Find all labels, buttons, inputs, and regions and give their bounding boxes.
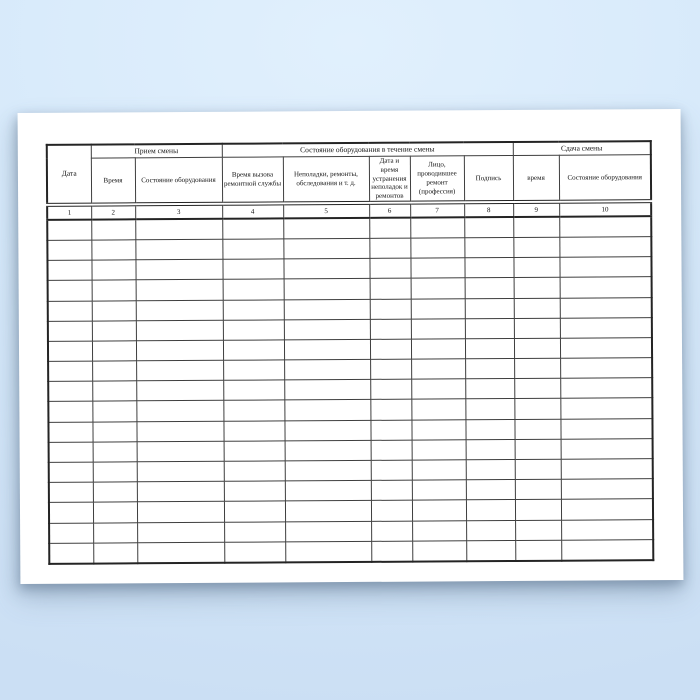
empty-cell	[92, 401, 136, 421]
empty-cell	[514, 298, 560, 318]
empty-cell	[411, 399, 465, 420]
empty-cell	[49, 442, 93, 462]
empty-cell	[560, 317, 652, 338]
empty-cell	[560, 277, 652, 298]
empty-cell	[284, 380, 370, 401]
column-number: 7	[410, 202, 464, 217]
empty-cell	[284, 339, 370, 360]
empty-cell	[371, 480, 412, 500]
empty-cell	[514, 318, 560, 338]
empty-cell	[137, 522, 224, 543]
empty-cell	[47, 240, 91, 260]
empty-cell	[285, 521, 371, 542]
empty-cell	[224, 542, 285, 563]
empty-cell	[466, 480, 515, 500]
empty-cell	[92, 320, 136, 340]
empty-cell	[371, 521, 412, 541]
empty-cell	[284, 319, 370, 340]
empty-cell	[515, 500, 561, 520]
empty-cell	[285, 481, 371, 502]
document-page	[18, 109, 684, 584]
empty-cell	[284, 279, 370, 300]
empty-cell	[465, 359, 514, 379]
empty-cell	[370, 319, 411, 339]
empty-cell	[93, 522, 137, 542]
column-header-equipment-state-end: Состояние оборудования	[559, 155, 651, 202]
empty-cell	[224, 481, 285, 502]
empty-cell	[514, 399, 560, 419]
empty-cell	[48, 422, 92, 442]
empty-cell	[92, 381, 136, 401]
empty-cell	[513, 216, 559, 237]
empty-cell	[223, 380, 284, 401]
column-number: 2	[91, 204, 135, 219]
empty-cell	[47, 260, 91, 280]
empty-cell	[48, 341, 92, 361]
empty-cell	[136, 421, 223, 442]
empty-cell	[135, 219, 222, 240]
column-header-malfunctions: Неполадки, ремонты, обследования и т. д.	[283, 156, 369, 203]
empty-cell	[92, 300, 136, 320]
empty-cell	[135, 259, 222, 280]
group-header-shift-start: Прием смены	[91, 144, 222, 158]
empty-cell	[91, 240, 135, 260]
empty-cell	[48, 280, 92, 300]
empty-cell	[370, 359, 411, 379]
empty-cell	[223, 299, 284, 320]
empty-cell	[48, 381, 92, 401]
empty-cell	[560, 418, 652, 439]
empty-cell	[411, 339, 465, 360]
empty-cell	[464, 217, 513, 238]
empty-cell	[370, 278, 411, 298]
empty-cell	[136, 381, 223, 402]
empty-cell	[137, 441, 224, 462]
empty-cell	[411, 318, 465, 339]
empty-cell	[561, 479, 653, 500]
empty-cell	[466, 459, 515, 479]
page-content	[46, 140, 655, 565]
empty-cell	[223, 400, 284, 421]
column-number: 8	[464, 202, 513, 217]
empty-cell	[283, 259, 369, 280]
empty-cell	[223, 421, 284, 442]
empty-cell	[466, 439, 515, 459]
empty-cell	[48, 402, 92, 422]
group-header-equipment-during-shift: Состояние оборудования в течение смены	[222, 142, 513, 157]
empty-cell	[49, 462, 93, 482]
empty-cell	[224, 501, 285, 522]
empty-cell	[91, 260, 135, 280]
empty-cell	[513, 237, 559, 257]
empty-cell	[93, 462, 137, 482]
empty-cell	[559, 216, 651, 237]
empty-cell	[136, 300, 223, 321]
empty-cell	[411, 278, 465, 299]
empty-cell	[49, 543, 93, 564]
empty-cell	[466, 500, 515, 520]
empty-cell	[136, 280, 223, 301]
empty-cell	[136, 340, 223, 361]
column-number: 3	[135, 204, 222, 220]
empty-cell	[466, 540, 515, 561]
empty-cell	[49, 523, 93, 543]
empty-cell	[285, 541, 371, 562]
empty-cell	[412, 460, 466, 481]
group-header-shift-end: Сдача смены	[513, 141, 651, 155]
empty-cell	[561, 499, 653, 520]
empty-cell	[222, 239, 283, 260]
empty-cell	[370, 299, 411, 319]
empty-cell	[559, 237, 651, 258]
empty-cell	[411, 359, 465, 380]
empty-cell	[49, 502, 93, 522]
column-header-date: Дата	[47, 145, 91, 205]
empty-cell	[514, 419, 560, 439]
column-number: 4	[222, 203, 283, 218]
empty-cell	[48, 301, 92, 321]
empty-cell	[514, 358, 560, 378]
empty-cell	[412, 440, 466, 461]
empty-cell	[369, 238, 410, 258]
empty-cell	[285, 440, 371, 461]
empty-cell	[465, 298, 514, 318]
empty-cell	[223, 320, 284, 341]
empty-cell	[410, 238, 464, 259]
empty-cell	[560, 338, 652, 359]
empty-cell	[465, 399, 514, 419]
empty-cell	[561, 459, 653, 480]
empty-cell	[49, 482, 93, 502]
column-number: 10	[559, 201, 651, 217]
empty-cell	[412, 500, 466, 521]
empty-cell	[136, 360, 223, 381]
empty-cell	[370, 339, 411, 359]
empty-cell	[410, 258, 464, 279]
empty-cell	[369, 217, 410, 238]
column-header-repair-person: Лицо, проводившее ремонт (профессия)	[410, 156, 464, 203]
empty-cell	[370, 420, 411, 440]
empty-cell	[371, 541, 412, 562]
empty-cell	[560, 398, 652, 419]
empty-cell	[559, 257, 651, 278]
empty-cell	[91, 219, 135, 240]
empty-cell	[412, 541, 466, 562]
empty-cell	[93, 502, 137, 522]
empty-cell	[560, 378, 652, 399]
empty-cell	[560, 358, 652, 379]
empty-cell	[137, 461, 224, 482]
empty-cell	[465, 318, 514, 338]
empty-cell	[284, 299, 370, 320]
empty-cell	[412, 520, 466, 541]
table-row	[49, 539, 653, 563]
empty-cell	[284, 420, 370, 441]
empty-cell	[92, 421, 136, 441]
column-header-time-end: время	[513, 155, 559, 202]
column-number: 9	[513, 201, 559, 216]
empty-cell	[515, 520, 561, 540]
empty-cell	[93, 482, 137, 502]
empty-cell	[222, 259, 283, 280]
empty-cell	[92, 341, 136, 361]
empty-cell	[514, 338, 560, 358]
empty-cell	[137, 542, 224, 563]
empty-cell	[465, 379, 514, 399]
empty-cell	[223, 279, 284, 300]
empty-cell	[371, 440, 412, 460]
empty-cell	[135, 239, 222, 260]
column-number: 5	[283, 203, 369, 219]
column-header-repair-call-time: Время вызова ремонтной службы	[222, 157, 283, 204]
empty-cell	[466, 520, 515, 540]
empty-cell	[371, 501, 412, 521]
empty-cell	[465, 338, 514, 358]
empty-cell	[224, 521, 285, 542]
empty-cell	[464, 237, 513, 257]
empty-cell	[284, 359, 370, 380]
empty-cell	[47, 219, 91, 240]
empty-cell	[514, 278, 560, 298]
empty-cell	[560, 297, 652, 318]
empty-cell	[370, 400, 411, 420]
empty-cell	[283, 218, 369, 239]
empty-cell	[561, 438, 653, 459]
empty-cell	[411, 379, 465, 400]
empty-cell	[464, 258, 513, 278]
empty-cell	[412, 480, 466, 501]
empty-cell	[48, 361, 92, 381]
empty-cell	[222, 218, 283, 239]
column-header-time-start: Время	[91, 158, 135, 205]
empty-cell	[465, 278, 514, 298]
empty-cell	[223, 340, 284, 361]
empty-cell	[223, 360, 284, 381]
empty-cell	[513, 257, 559, 277]
empty-cell	[411, 298, 465, 319]
empty-cell	[561, 519, 653, 540]
empty-cell	[465, 419, 514, 439]
empty-cell	[224, 461, 285, 482]
empty-cell	[285, 501, 371, 522]
empty-cell	[92, 361, 136, 381]
empty-cell	[285, 460, 371, 481]
empty-cell	[284, 400, 370, 421]
empty-cell	[514, 378, 560, 398]
empty-cell	[515, 459, 561, 479]
empty-cell	[515, 540, 561, 561]
sub-header-row	[47, 155, 651, 205]
empty-cell	[137, 502, 224, 523]
empty-cell	[371, 460, 412, 480]
empty-cell	[561, 539, 653, 560]
empty-cell	[370, 379, 411, 399]
empty-cell	[515, 479, 561, 499]
empty-cell	[136, 320, 223, 341]
column-number: 6	[369, 202, 410, 217]
empty-cell	[48, 321, 92, 341]
empty-cell	[369, 258, 410, 278]
empty-cell	[93, 543, 137, 564]
empty-cell	[93, 442, 137, 462]
shift-log-table	[46, 140, 655, 565]
empty-cell	[515, 439, 561, 459]
column-header-fix-date-time: Дата и время устранения неполадок и ремонтов	[369, 156, 410, 202]
empty-cell	[92, 280, 136, 300]
column-number: 1	[47, 204, 91, 219]
column-header-equipment-state-start: Состояние оборудования	[135, 157, 222, 204]
empty-cell	[283, 238, 369, 259]
empty-cell	[136, 401, 223, 422]
column-header-signature: Подпись	[464, 156, 513, 203]
empty-cell	[411, 419, 465, 440]
empty-cell	[410, 217, 464, 238]
empty-cell	[137, 481, 224, 502]
empty-cell	[224, 441, 285, 462]
